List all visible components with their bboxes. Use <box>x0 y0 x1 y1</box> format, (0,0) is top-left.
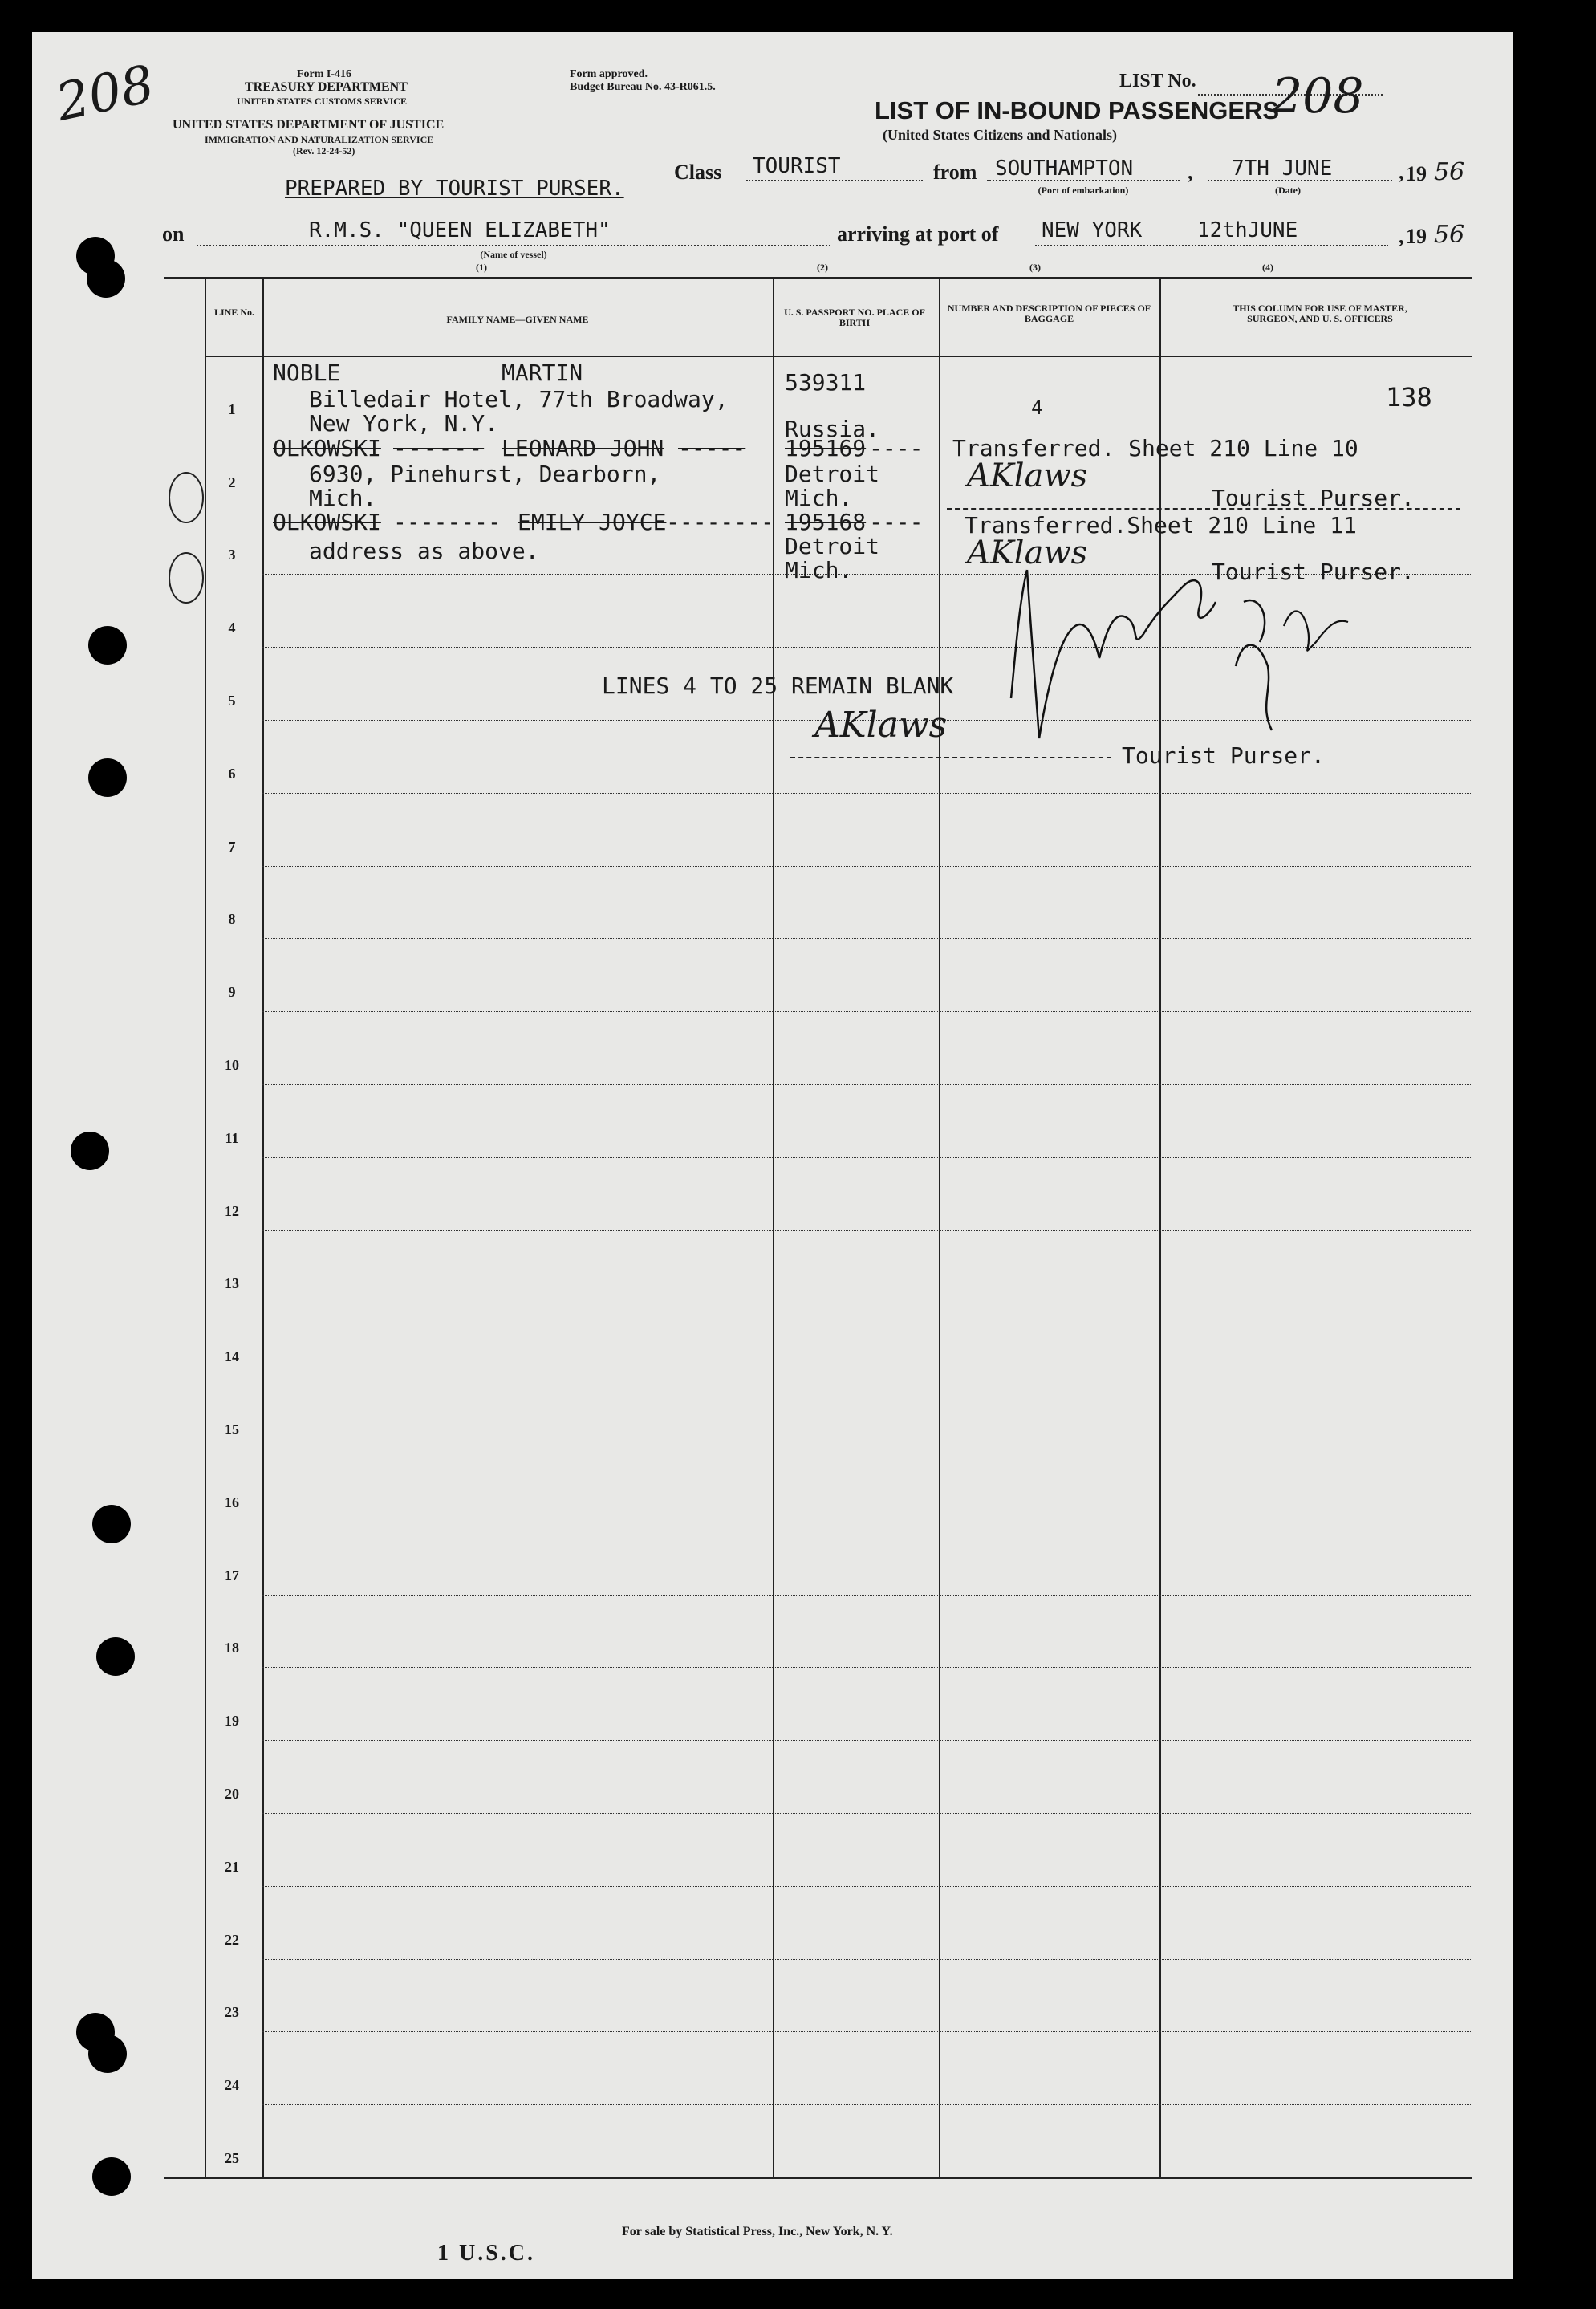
row1-address-2: New York, N.Y. <box>309 410 499 437</box>
line-number: 15 <box>225 1421 239 1437</box>
row2-birth-2: Mich. <box>785 485 853 511</box>
row1-given-name: MARTIN <box>502 360 583 386</box>
list-no-label: LIST No. <box>1119 71 1196 91</box>
table-row-rule <box>262 1230 1472 1231</box>
row2-passport-no: 195169 <box>785 435 867 461</box>
row2-birth-1: Detroit <box>785 461 880 487</box>
table-row-rule <box>262 1667 1472 1668</box>
class-line <box>746 180 923 181</box>
footer-sale: For sale by Statistical Press, Inc., New York, N. Y. <box>622 2225 893 2238</box>
row2-fill: ------ <box>393 435 485 461</box>
punch-hole <box>88 758 127 797</box>
row2-address-1: 6930, Pinehurst, Dearborn, <box>309 461 661 487</box>
row2-circle-mark <box>169 472 204 523</box>
vessel-name: R.M.S. "QUEEN ELIZABETH" <box>309 218 611 242</box>
arrival-year: 56 <box>1434 221 1465 249</box>
punch-hole <box>71 1132 109 1170</box>
document-subtitle: (United States Citizens and Nationals) <box>883 127 1118 143</box>
arrival-date: 12thJUNE <box>1197 218 1298 242</box>
row2-sign-line <box>947 508 1460 510</box>
table-row-rule <box>262 1813 1472 1814</box>
comma-2: , <box>1399 161 1404 184</box>
table-row-rule <box>262 1886 1472 1887</box>
date-caption: (Date) <box>1275 185 1301 196</box>
form-number: Form I-416 <box>297 68 352 80</box>
row3-fill: -------- <box>393 509 502 535</box>
row3-purser: Tourist Purser. <box>1212 559 1415 585</box>
arrival-year-prefix: 19 <box>1406 225 1427 248</box>
header-baggage: NUMBER AND DESCRIPTION OF PIECES OF BAGGAGE <box>947 303 1151 324</box>
row3-signature: AKlaws <box>967 535 1088 571</box>
header-passport: U. S. PASSPORT NO. PLACE OF BIRTH <box>784 307 925 328</box>
column-number-1: (1) <box>476 262 487 273</box>
revision: (Rev. 12-24-52) <box>293 145 355 157</box>
year-value: 56 <box>1434 158 1465 186</box>
embark-date: 7TH JUNE <box>1232 157 1333 181</box>
row3-birth-1: Detroit <box>785 533 880 559</box>
table-row-rule <box>262 2031 1472 2032</box>
line-number: 11 <box>225 1129 239 1146</box>
blank-lines-note: LINES 4 TO 25 REMAIN BLANK <box>602 673 954 699</box>
comma-3: , <box>1399 225 1404 248</box>
header-officers: THIS COLUMN FOR USE OF MASTER, SURGEON, AND U. S. OFFICERS <box>1233 303 1407 324</box>
table-row-rule <box>262 1959 1472 1960</box>
header-name: FAMILY NAME—GIVEN NAME <box>446 314 589 325</box>
table-row-rule <box>262 1157 1472 1158</box>
year-prefix: 19 <box>1406 162 1427 185</box>
line-number: 2 <box>228 474 236 490</box>
line-number: 7 <box>228 838 236 855</box>
punch-hole <box>96 1637 135 1676</box>
handwritten-corner-number: 208 <box>51 55 160 133</box>
row1-baggage: 4 <box>1031 396 1043 419</box>
arrival-line <box>1035 245 1388 246</box>
line-number: 24 <box>225 2077 239 2094</box>
line-number: 8 <box>228 911 236 928</box>
form-approved: Form approved. <box>570 68 648 80</box>
column-number-2: (2) <box>817 262 828 273</box>
row1-address-1: Billedair Hotel, 77th Broadway, <box>309 386 729 413</box>
dept-treasury: TREASURY DEPARTMENT <box>245 80 408 94</box>
column-number-4: (4) <box>1262 262 1273 273</box>
row3-circle-mark <box>169 552 204 604</box>
row3-address: address as above. <box>309 538 539 564</box>
line-number: 21 <box>225 1858 239 1875</box>
line-number: 4 <box>228 620 236 636</box>
table-row-rule <box>262 1011 1472 1012</box>
on-label: on <box>162 222 185 246</box>
line-number: 6 <box>228 765 236 782</box>
row3-given-name: EMILY JOYCE <box>518 509 667 535</box>
footer-code: 1 U.S.C. <box>437 2241 536 2266</box>
table-row-rule <box>262 2104 1472 2105</box>
row1-family-name: NOBLE <box>273 360 341 386</box>
line-number: 20 <box>225 1786 239 1802</box>
row2-given-name: LEONARD JOHN <box>502 435 664 461</box>
row3-passport-no: 195168 <box>785 509 867 535</box>
line-number: 3 <box>228 547 236 563</box>
line-number: 14 <box>225 1348 239 1365</box>
punch-hole <box>92 1505 131 1543</box>
row3-birth-2: Mich. <box>785 557 853 583</box>
line-number: 13 <box>225 1275 239 1292</box>
table-row-rule <box>262 938 1472 939</box>
punch-hole <box>88 626 127 665</box>
arrival-port: NEW YORK <box>1042 218 1143 242</box>
dept-customs: UNITED STATES CUSTOMS SERVICE <box>237 96 407 107</box>
row3-fill-3: ---- <box>869 509 924 535</box>
officer-signature <box>995 538 1444 803</box>
row3-fill-2: -------- <box>666 509 774 535</box>
row1-passport-no: 539311 <box>785 369 867 396</box>
class-label: Class <box>674 161 722 184</box>
row2-purser: Tourist Purser. <box>1212 485 1415 511</box>
table-row-rule <box>262 1740 1472 1741</box>
punch-hole <box>88 2035 127 2073</box>
row2-signature: AKlaws <box>967 457 1088 494</box>
row1-place-of-birth: Russia. <box>785 416 880 442</box>
table-row-rule <box>262 866 1472 867</box>
table-row-rule <box>262 1084 1472 1085</box>
purser-signature: AKlaws <box>814 705 948 746</box>
document-title: LIST OF IN-BOUND PASSENGERS <box>875 96 1280 124</box>
table-row-rule <box>262 1595 1472 1596</box>
vessel-caption: (Name of vessel) <box>480 249 547 260</box>
row2-transfer-note: Transferred. Sheet 210 Line 10 <box>952 435 1358 461</box>
row3-family-name: OLKOWSKI <box>273 509 381 535</box>
arriving-label: arriving at port of <box>837 222 999 246</box>
row2-address-2: Mich. <box>309 485 377 511</box>
line-number: 10 <box>225 1057 239 1073</box>
line-number: 1 <box>228 400 236 417</box>
row3-transfer-note: Transferred.Sheet 210 Line 11 <box>965 512 1357 539</box>
line-number: 16 <box>225 1494 239 1510</box>
row2-fill-3: ---- <box>869 435 924 461</box>
port-caption: (Port of embarkation) <box>1038 185 1129 196</box>
punch-hole <box>92 2157 131 2196</box>
line-number: 17 <box>225 1567 239 1583</box>
row2-family-name: OLKOWSKI <box>273 435 381 461</box>
line-number: 18 <box>225 1640 239 1657</box>
class-value: TOURIST <box>753 154 841 178</box>
prepared-by: PREPARED BY TOURIST PURSER. <box>285 177 624 201</box>
line-number: 19 <box>225 1713 239 1730</box>
line-number: 23 <box>225 2004 239 2021</box>
line-number: 9 <box>228 984 236 1001</box>
budget-bureau: Budget Bureau No. 43-R061.5. <box>570 81 716 93</box>
port-of-embarkation: SOUTHAMPTON <box>995 157 1134 181</box>
vessel-line <box>197 245 830 246</box>
form-sheet <box>32 32 1513 2279</box>
line-number: 22 <box>225 1931 239 1948</box>
comma-1: , <box>1188 161 1193 184</box>
punch-hole <box>87 259 125 298</box>
from-label: from <box>933 161 977 184</box>
header-line-no: LINE No. <box>213 307 254 318</box>
blank-purser: Tourist Purser. <box>1122 742 1325 769</box>
line-number: 12 <box>225 1202 239 1219</box>
column-number-3: (3) <box>1029 262 1041 273</box>
row1-officer-number: 138 <box>1386 382 1432 413</box>
line-number: 5 <box>228 693 236 709</box>
line-number: 25 <box>225 2150 239 2166</box>
dept-ins: IMMIGRATION AND NATURALIZATION SERVICE <box>205 134 434 145</box>
row2-fill-2: ----- <box>678 435 746 461</box>
list-number: 208 <box>1272 68 1364 124</box>
dept-justice: UNITED STATES DEPARTMENT OF JUSTICE <box>173 118 445 132</box>
